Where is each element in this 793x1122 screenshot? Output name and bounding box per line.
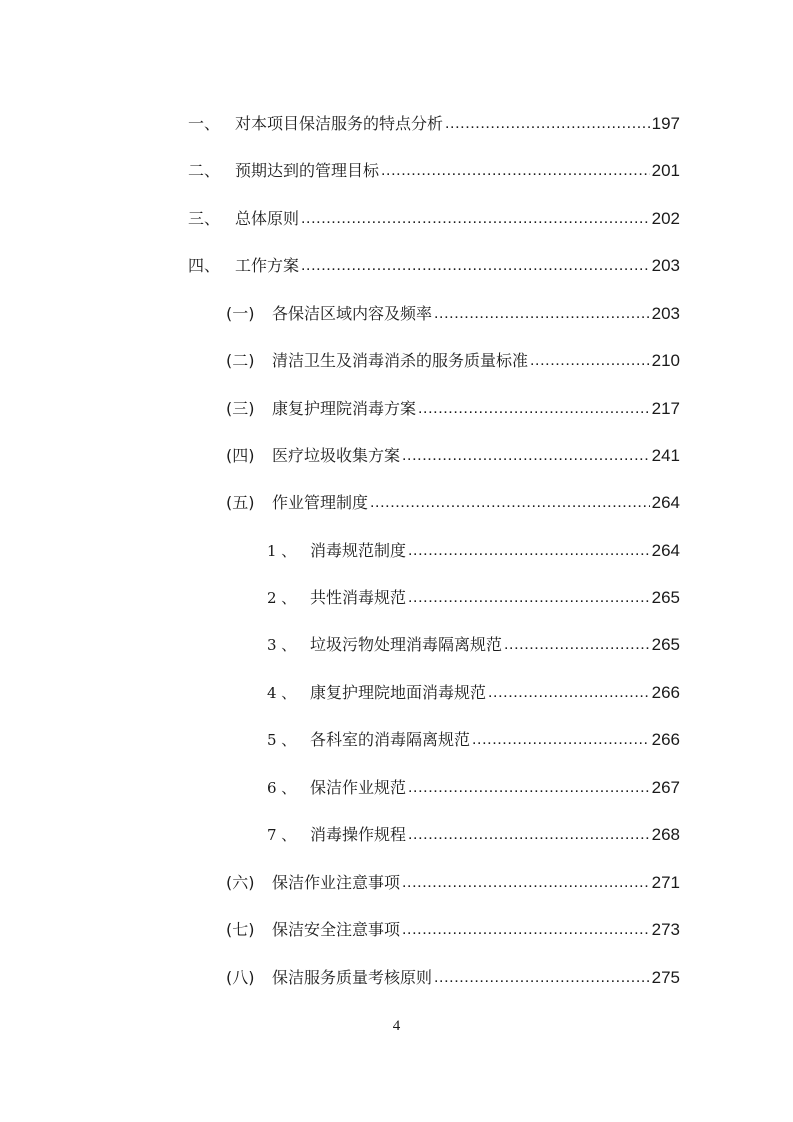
dot-leader <box>301 209 650 229</box>
toc-entry[interactable] <box>226 916 680 940</box>
toc-entry-title: 保洁作业规范 <box>310 778 407 797</box>
toc-entry-page: 264 <box>651 493 680 512</box>
dot-leader <box>445 114 650 134</box>
toc-entry-page: 271 <box>651 873 680 892</box>
toc-entry[interactable] <box>188 110 680 134</box>
toc-entry-number: (一) <box>226 304 255 323</box>
toc-entry-page: 275 <box>651 968 680 987</box>
toc-entry-title: 各科室的消毒隔离规范 <box>310 730 471 749</box>
toc-entry-title: 工作方案 <box>235 256 300 275</box>
toc-entry[interactable] <box>188 157 680 181</box>
page-number: 4 <box>392 1018 401 1034</box>
toc-entry-page: 273 <box>651 920 680 939</box>
toc-entry[interactable] <box>267 774 680 798</box>
toc-entry-title: 保洁服务质量考核原则 <box>272 968 433 987</box>
toc-entry-page: 203 <box>651 304 680 323</box>
toc-entry[interactable] <box>267 631 680 655</box>
toc-entry[interactable] <box>226 442 680 466</box>
toc-entry[interactable] <box>226 489 680 513</box>
toc-entry-title: 康复护理院地面消毒规范 <box>310 683 487 702</box>
toc-entry-title: 预期达到的管理目标 <box>235 161 380 180</box>
toc-entry[interactable] <box>188 205 680 229</box>
toc-entry[interactable] <box>188 252 680 276</box>
dot-leader <box>434 304 650 324</box>
toc-entry-page: 265 <box>651 635 680 654</box>
dot-leader <box>418 399 650 419</box>
toc-entry[interactable] <box>226 347 680 371</box>
toc-entry-title: 清洁卫生及消毒消杀的服务质量标准 <box>272 351 529 370</box>
toc-entry-title: 消毒规范制度 <box>310 541 407 560</box>
toc-entry-page: 201 <box>651 161 680 180</box>
toc-entry-title: 保洁安全注意事项 <box>272 920 401 939</box>
dot-leader <box>488 683 650 703</box>
toc-entry-number: (七) <box>226 920 255 939</box>
toc-entry-page: 197 <box>651 114 680 133</box>
toc-entry-number: 三、 <box>188 209 221 228</box>
toc-entry-number: 3 、 <box>267 636 297 654</box>
dot-leader <box>370 493 650 513</box>
toc-entry-number: (六) <box>226 873 255 892</box>
toc-entry-title: 各保洁区域内容及频率 <box>272 304 433 323</box>
dot-leader <box>402 873 650 893</box>
toc-entry-number: (三) <box>226 399 255 418</box>
toc-entry-page: 210 <box>651 351 680 370</box>
toc-entry-page: 268 <box>651 825 680 844</box>
dot-leader <box>402 920 650 940</box>
toc-entry-page: 217 <box>651 399 680 418</box>
toc-entry-number: 4 、 <box>267 684 297 702</box>
dot-leader <box>472 730 650 750</box>
toc-entry-number: 一、 <box>188 114 221 133</box>
dot-leader <box>504 635 650 655</box>
dot-leader <box>301 256 650 276</box>
toc-entry-number: (八) <box>226 968 255 987</box>
toc-entry[interactable] <box>226 395 680 419</box>
dot-leader <box>381 161 650 181</box>
toc-entry[interactable] <box>267 679 680 703</box>
toc-entry-number: (二) <box>226 351 255 370</box>
toc-entry-page: 264 <box>651 541 680 560</box>
toc-entry[interactable] <box>267 821 680 845</box>
toc-entry-number: 2 、 <box>267 589 297 607</box>
dot-leader <box>434 968 650 988</box>
toc-entry-title: 总体原则 <box>235 209 300 228</box>
toc-entry-page: 266 <box>651 730 680 749</box>
dot-leader <box>408 778 650 798</box>
dot-leader <box>408 825 650 845</box>
toc-entry[interactable] <box>267 726 680 750</box>
toc-entry-title: 垃圾污物处理消毒隔离规范 <box>310 635 503 654</box>
toc-entry-number: 四、 <box>188 256 221 275</box>
dot-leader <box>408 541 650 561</box>
toc-entry-page: 265 <box>651 588 680 607</box>
toc-entry-number: 1 、 <box>267 542 297 560</box>
toc-entry-title: 医疗垃圾收集方案 <box>272 446 401 465</box>
toc-entry-title: 保洁作业注意事项 <box>272 873 401 892</box>
dot-leader <box>530 351 650 371</box>
toc-entry[interactable] <box>226 300 680 324</box>
toc-entry-page: 267 <box>651 778 680 797</box>
toc-entry-number: 6 、 <box>267 779 297 797</box>
toc-entry-number: 7 、 <box>267 826 297 844</box>
toc-entry-page: 202 <box>651 209 680 228</box>
toc-entry-number: 5 、 <box>267 731 297 749</box>
toc-entry[interactable] <box>267 584 680 608</box>
toc-entry[interactable] <box>226 869 680 893</box>
toc-entry[interactable] <box>267 537 680 561</box>
toc-entry[interactable] <box>226 964 680 988</box>
dot-leader <box>408 588 650 608</box>
toc-entry-page: 241 <box>651 446 680 465</box>
toc-entry-page: 203 <box>651 256 680 275</box>
toc-entry-title: 康复护理院消毒方案 <box>272 399 417 418</box>
toc-entry-title: 消毒操作规程 <box>310 825 407 844</box>
toc-entry-title: 共性消毒规范 <box>310 588 407 607</box>
toc-entry-title: 作业管理制度 <box>272 493 369 512</box>
toc-entry-number: (四) <box>226 446 255 465</box>
toc-entry-number: (五) <box>226 493 255 512</box>
dot-leader <box>402 446 650 466</box>
toc-entry-page: 266 <box>651 683 680 702</box>
toc-entry-number: 二、 <box>188 161 221 180</box>
toc-entry-title: 对本项目保洁服务的特点分析 <box>235 114 444 133</box>
